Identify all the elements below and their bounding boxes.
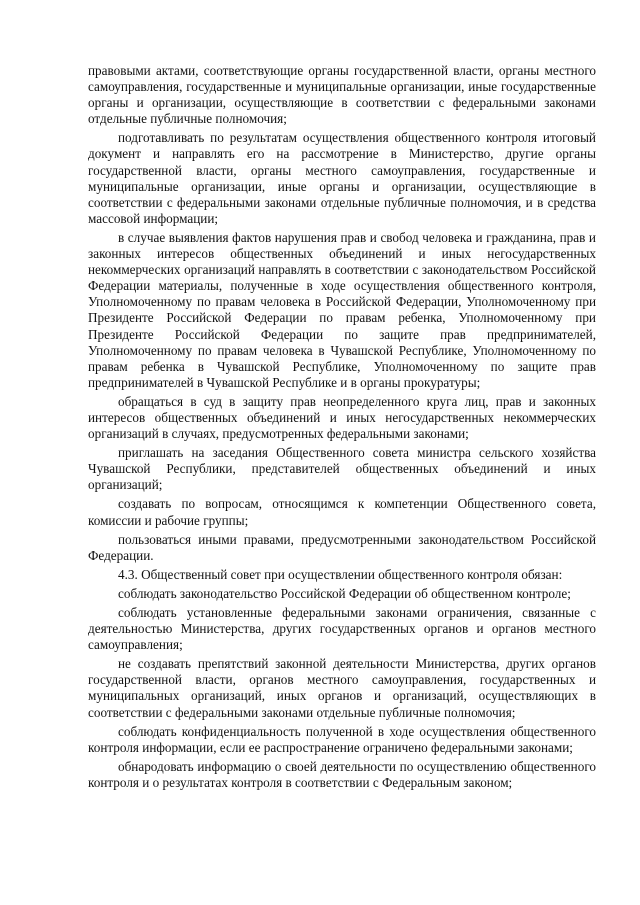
- paragraph-prepare-final-document: подготавливать по результатам осуществления общественного контроля итоговый документ и направлять его на рассмотрение в Министерство, другие органы государственной власти, органы местного самоуправления, государственные и муниципальные организации, иные органы и организации, осуществляющие в соответствии с федеральными законами отдельные публичные полномочия, и в средства массовой информации;: [88, 130, 596, 226]
- paragraph-publish-information: обнародовать информацию о своей деятельности по осуществлению общественного контроля и о результатах контроля в соответствии с Федеральным законом;: [88, 758, 596, 790]
- paragraph-create-commissions: создавать по вопросам, относящимся к компетенции Общественного совета, комиссии и рабочие группы;: [88, 496, 596, 528]
- paragraph-confidentiality: соблюдать конфиденциальность полученной в ходе осуществления общественного контроля информации, если ее распространение ограничено федеральными законами;: [88, 723, 596, 755]
- paragraph-other-rights: пользоваться иными правами, предусмотренными законодательством Российской Федерации.: [88, 531, 596, 563]
- paragraph-section-4-3: 4.3. Общественный совет при осуществлении общественного контроля обязан:: [118, 566, 563, 582]
- paragraph-comply-restrictions: соблюдать установленные федеральными законами ограничения, связанные с деятельностью Министерства, других государственных органов и органов местного самоуправления;: [88, 605, 596, 653]
- paragraph-violation-reporting: в случае выявления фактов нарушения прав и свобод человека и гражданина, прав и законных интересов общественных объединений и иных негосударственных некоммерческих организаций направлять в соответствии с законодательством Российской Федерации материалы, полученные в ходе осуществления общественного контроля, Уполномоченному по правам человека в Российской Федерации, Уполномоченному при Президенте Российской Федерации по правам ребенка, Уполномоченному при Президенте Российской Федерации по защите прав предпринимателей, Уполномоченному по правам человека в Чувашской Республике, Уполномоченному по правам ребенка в Чувашской Республике, Уполномоченному по защите прав предпринимателей в Чувашской Республике и в органы прокуратуры;: [88, 229, 596, 390]
- paragraph-court-appeal: обращаться в суд в защиту прав неопределенного круга лиц, прав и законных интересов общественных объединений и иных негосударственных некоммерческих организаций в случаях, предусмотренных федеральными законами;: [88, 393, 596, 442]
- paragraph-invite-to-meetings: приглашать на заседания Общественного совета министра сельского хозяйства Чувашской Республики, представителей общественных объединений и иных организаций;: [88, 445, 596, 493]
- paragraph-no-obstruction: не создавать препятствий законной деятельности Министерства, других органов государственной власти, органов местного самоуправления, государственных и муниципальных организаций, иных органов и организаций, осуществляющих в соответствии с федеральными законами отдельные публичные полномочия;: [88, 656, 596, 720]
- paragraph-comply-legislation: соблюдать законодательство Российской Федерации об общественном контроле;: [118, 585, 571, 601]
- document-body: [88, 63, 596, 794]
- paragraph-continuation: правовыми актами, соответствующие органы государственной власти, органы местного самоуправления, государственные и муниципальные организации, иные государственные органы и организации, осуществляющие в соответствии с федеральными законами отдельные публичные полномочия;: [88, 63, 596, 127]
